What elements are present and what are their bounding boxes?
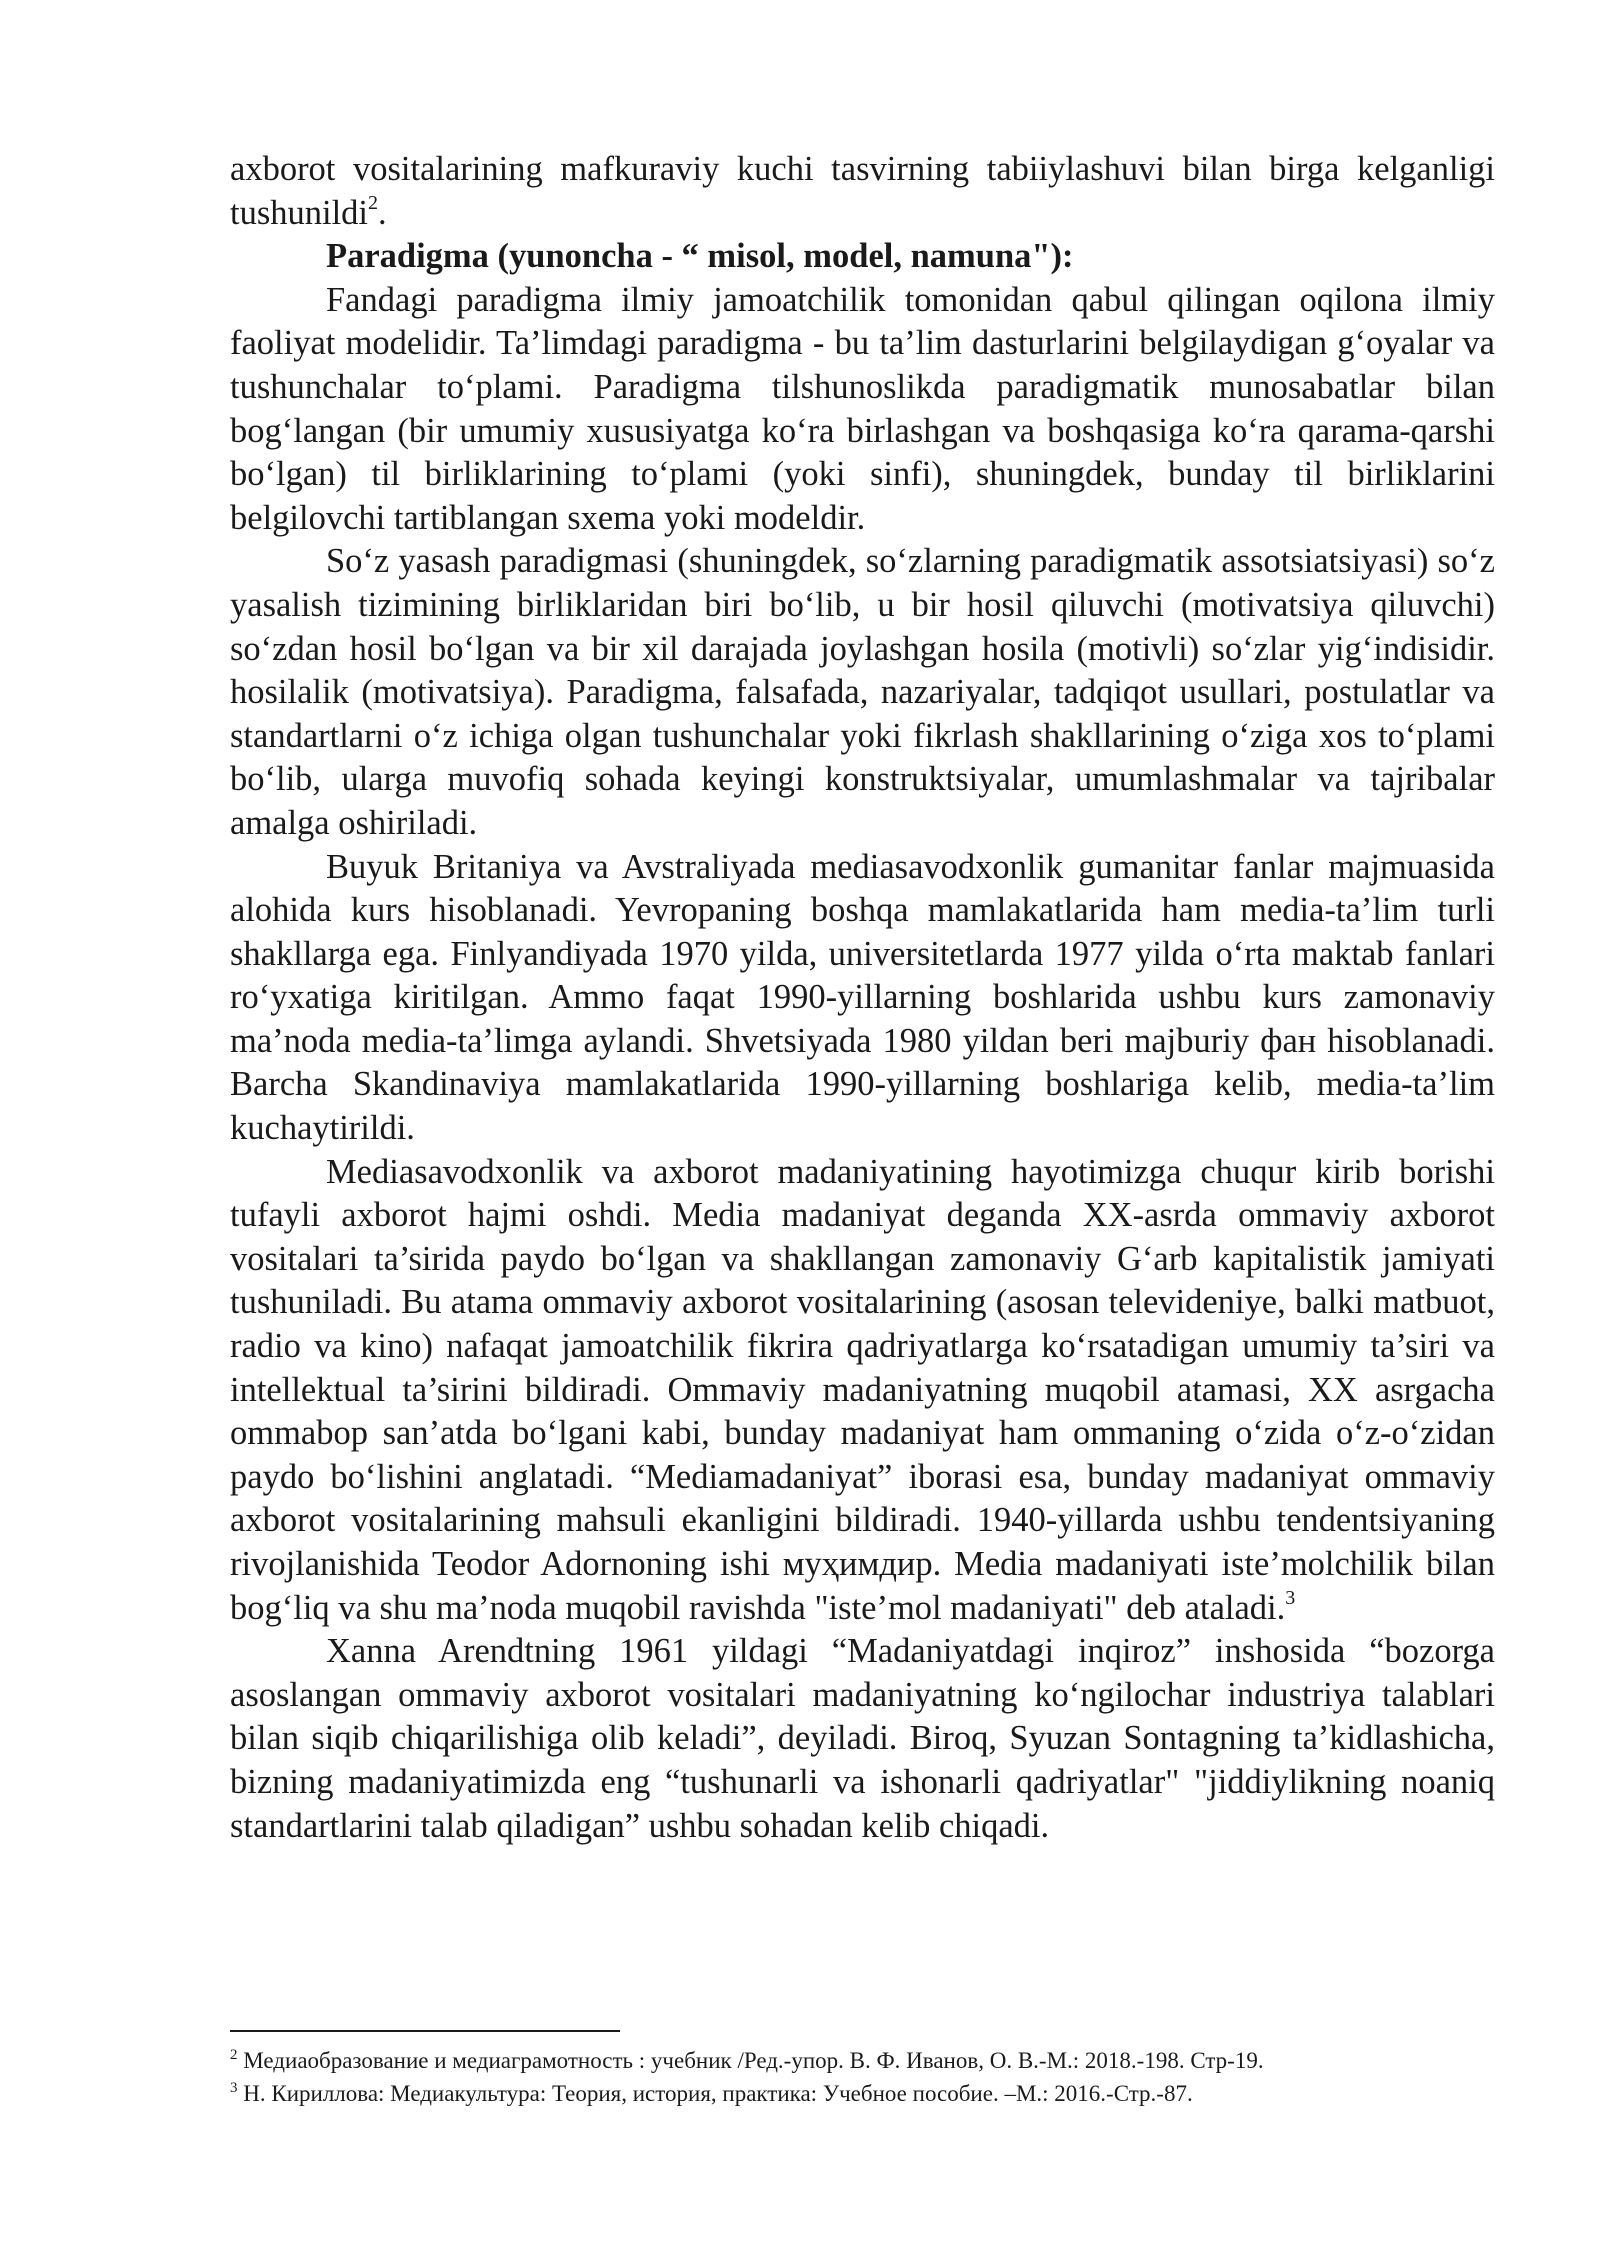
document-body [230,148,1495,1848]
paragraph: So‘z yasash paradigmasi (shuningdek, so‘zlarning paradigmatik assotsiatsiyasi) so‘z yasalish tizimining birliklaridan biri bo‘lib, u bir hosil qiluvchi (motivatsiya qiluvchi) so‘zdan hosil bo‘lgan va bir xil darajada joylashgan hosila (motivli) so‘zlar yig‘indisidir. hosilalik (motivatsiya). Paradigma, falsafada, nazariyalar, tadqiqot usullari, postulatlar va standartlarni o‘z ichiga olgan tushunchalar yoki fikrlash shakllarining o‘ziga xos to‘plami bo‘lib, ularga muvofiq sohada keyingi konstruktsiyalar, umumlashmalar va tajribalar amalga oshiriladi. [230,542,1495,842]
footnote: $^3$ Н. Кириллова: Медиакультура: Теория, история, практика: Учебное пособие. –М.: 2016.-Стр.-87. [230,2080,1193,2106]
paragraph-continued: axborot vositalarining mafkuraviy kuchi tasvirning tabiiylashuvi bilan birga kelganligi tushunildi$^2$. [230,150,1495,232]
footnotes [230,2030,1495,2110]
paragraph: Xanna Arendtning 1961 yildagi “Madaniyatdagi inqiroz” inshosida “bozorga asoslangan ommaviy axborot vositalari madaniyatning ko‘ngilochar industriya talablari bilan siqib chiqarilishiga olib keladi”, deyiladi. Biroq, Syuzan Sontagning ta’kidlashicha, bizning madaniyatimizda eng “tushunarli va ishonarli qadriyatlar" "jiddiylikning noaniq standartlarini talab qiladigan” ushbu sohadan kelib chiqadi. [230,1632,1495,1845]
paragraph: Fandagi paradigma ilmiy jamoatchilik tomonidan qabul qilingan oqilona ilmiy faoliyat modelidir. Ta’limdagi paradigma - bu ta’lim dasturlarini belgilaydigan g‘oyalar va tushunchalar to‘plami. Paradigma tilshunoslikda paradigmatik munosabatlar bilan bog‘langan (bir umumiy xususiyatga ko‘ra birlashgan va boshqasiga ko‘ra qarama-qarshi bo‘lgan) til birliklarining to‘plami (yoki sinfi), shuningdek, bunday til birliklarini belgilovchi tartiblangan sxema yoki modeldir. [230,280,1495,537]
footnote-divider [230,2030,620,2032]
footnote-ref[interactable]: 2 [368,191,379,214]
section-heading: Paradigma (yunoncha - “ misol, model, namuna"): [326,237,1074,276]
paragraph: Mediasavodxonlik va axborot madaniyatining hayotimizga chuqur kirib borishi tufayli axborot hajmi oshdi. Media madaniyat deganda XX-asrda ommaviy axborot vositalari ta’sirida paydo bo‘lgan va shakllangan zamonaviy G‘arb kapitalistik jamiyati tushuniladi. Bu atama ommaviy axborot vositalarining (asosan televideniye, balki matbuot, radio va kino) nafaqat jamoatchilik fikrira qadriyatlarga ko‘rsatadigan umumiy ta’siri va intellektual ta’sirini bildiradi. Ommaviy madaniyatning muqobil atamasi, XX asrgacha ommabop san’atda bo‘lgani kabi, bunday madaniyat ham ommaning o‘zida o‘z-o‘zidan paydo bo‘lishini anglatadi. “Mediamadaniyat” iborasi esa, bunday madaniyat ommaviy axborot vositalarining mahsuli ekanligini bildiradi. 1940-yillarda ushbu tendentsiyaning rivojlanishida Teodor Adornoning ishi муҳимдир. Media madaniyati iste’molchilik bilan bog‘liq va shu ma’noda muqobil ravishda "iste’mol madaniyati" deb ataladi.$^3$ [230,1152,1495,1627]
footnote-ref[interactable]: 3 [1285,1586,1296,1609]
footnote: $^2$ Медиаобразование и медиаграмотность : учебник /Ред.-упор. В. Ф. Иванов, О. В.-М.: 2018.-198. Стр-19. [230,2047,1264,2073]
paragraph: Buyuk Britaniya va Avstraliyada mediasavodxonlik gumanitar fanlar majmuasida alohida kurs hisoblanadi. Yevropaning boshqa mamlakatlarida ham media-ta’lim turli shakllarga ega. Finlyandiyada 1970 yilda, universitetlarda 1977 yilda o‘rta maktab fanlari ro‘yxatiga kiritilgan. Ammo faqat 1990-yillarning boshlarida ushbu kurs zamonaviy ma’noda media-ta’limga aylandi. Shvetsiyada 1980 yildan beri majburiy фан hisoblanadi. Barcha Skandinaviya mamlakatlarida 1990-yillarning boshlariga kelib, media-ta’lim kuchaytirildi. [230,847,1495,1148]
